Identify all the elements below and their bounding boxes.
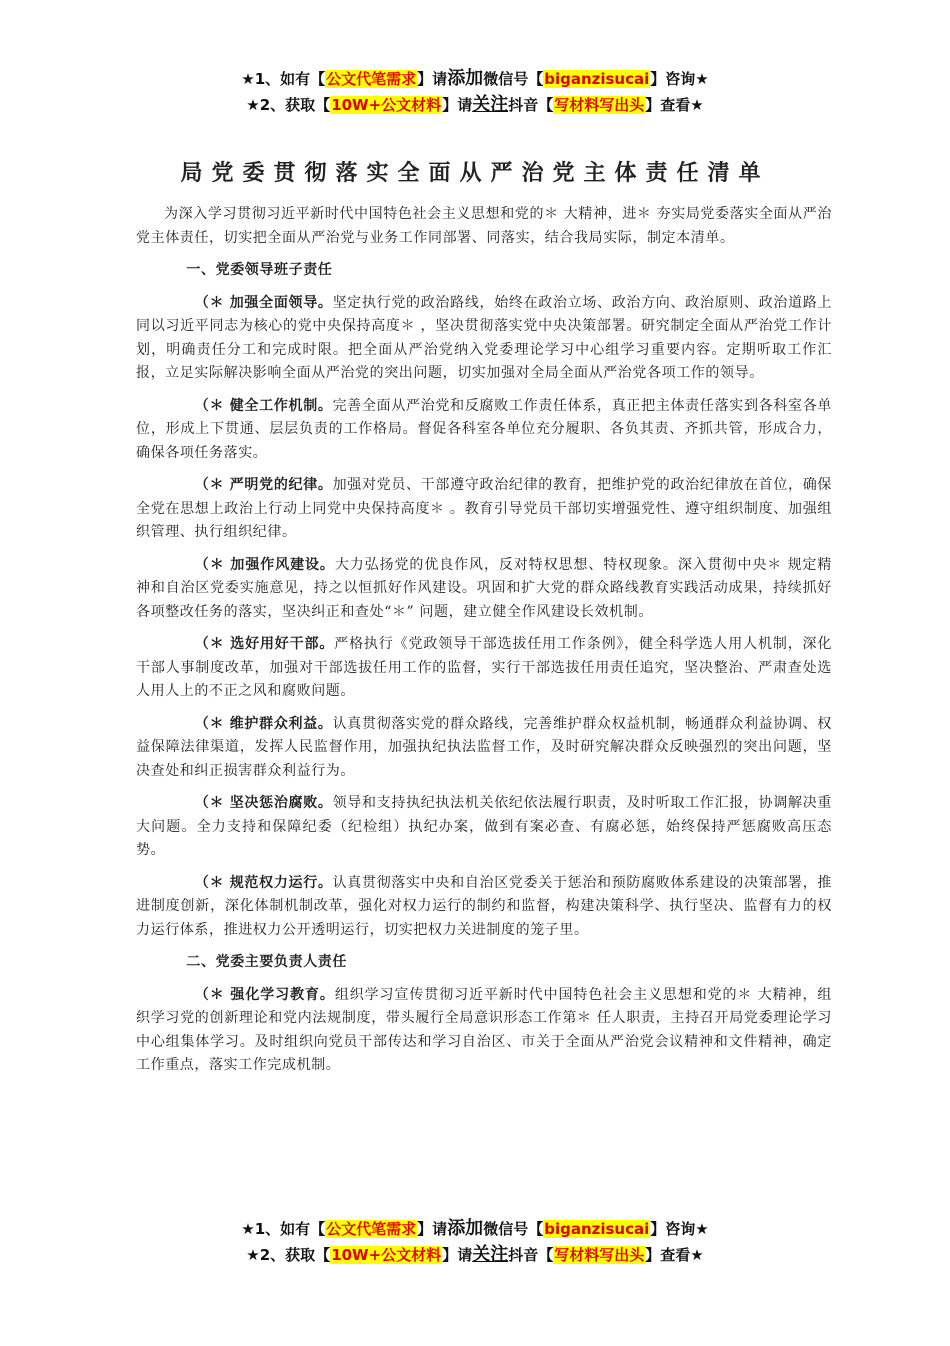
promo-emphasis: 添加 xyxy=(447,1218,484,1239)
promo-text: 微信号【 xyxy=(483,1220,544,1238)
list-item xyxy=(136,292,832,386)
item-text: 领导和支持执纪执法机关依纪依法履行职责，及时听取工作汇报，协调解决重大问题。全力支持和保障纪委（纪检组）执纪办案，做到有案必查、有腐必惩，始终保持严惩腐败高压态势。 xyxy=(136,795,833,858)
list-item xyxy=(136,554,832,625)
promo-text: ★1、如有【 xyxy=(241,1220,326,1238)
promo-text: 】请 xyxy=(442,1246,473,1264)
wechat-id-highlight: biganzisucai xyxy=(544,70,650,88)
promo-text: 】查看★ xyxy=(645,1246,704,1264)
item-lead: （＊ 加强全面领导。 xyxy=(194,294,333,311)
item-text: 严格执行《党政领导干部选拔任用工作条例》，健全科学选人用人机制，深化干部人事制度改革，加强对干部选拔任用工作的监督，实行干部选拔任用责任追究，坚决整治、严肃查处选人用人上的不正之风和腐败问题。 xyxy=(136,636,832,699)
promo-text: 】咨询★ xyxy=(650,1220,709,1238)
section-heading-2: 二、党委主要负责人责任 xyxy=(186,954,347,970)
promo-line-1 xyxy=(0,1216,950,1242)
promo-emphasis: 关注 xyxy=(472,94,509,115)
list-item xyxy=(136,633,832,704)
intro-paragraph: 为深入学习贯彻习近平新时代中国特色社会主义思想和党的＊ 大精神，进＊ 夯实局党委落实全面从严治党主体责任，切实把全面从严治党与业务工作同部署、同落实，结合我局实际，制定本清单。 xyxy=(136,206,832,246)
promo-text: 抖音【 xyxy=(508,1246,554,1264)
promo-text: 】请 xyxy=(417,70,448,88)
item-text: 认真贯彻落实党的群众路线，完善维护群众权益机制，畅通群众利益协调、权益保障法律渠道，发挥人民监督作用，加强执纪执法监督工作，及时研究解决群众反映强烈的突出问题，坚决查处和纠正损害群众利益行为。 xyxy=(136,715,833,779)
promo-banner-top xyxy=(0,66,950,118)
promo-text: ★2、获取【 xyxy=(246,96,331,114)
douyin-id-highlight: 写材料写出头 xyxy=(554,96,645,114)
promo-text: 微信号【 xyxy=(483,70,544,88)
promo-text: 】查看★ xyxy=(645,96,704,114)
promo-text: ★2、获取【 xyxy=(246,1246,331,1264)
douyin-id-highlight: 写材料写出头 xyxy=(554,1246,645,1264)
promo-line-2 xyxy=(0,1242,950,1268)
promo-text: 】请 xyxy=(417,1220,448,1238)
item-text: 大力弘扬党的优良作风，反对特权思想、特权现象。深入贯彻中央＊ 规定精神和自治区党委实施意见，持之以恒抓好作风建设。巩固和扩大党的群众路线教育实践活动成果，持续抓好各项整改任务的落实，坚决纠正和查处“＊” 问题，建立健全作风建设长效机制。 xyxy=(136,556,832,620)
item-lead: （＊ 加强作风建设。 xyxy=(194,556,335,573)
document-title: 局党委贯彻落实全面从严治党主体责任清单 xyxy=(180,161,770,186)
promo-highlight: 10W+公文材料 xyxy=(331,96,442,114)
item-lead: （＊ 坚决惩治腐败。 xyxy=(194,795,333,811)
item-text: 完善全面从严治党和反腐败工作责任体系，真正把主体责任落实到各科室各单位，形成上下贯通、层层负责的工作格局。督促各科室各单位充分履职、各负其责、齐抓共管，形成合力，确保各项任务落实。 xyxy=(136,397,833,461)
item-lead: （＊ 强化学习教育。 xyxy=(194,986,335,1003)
list-item xyxy=(136,713,832,784)
promo-line-1 xyxy=(0,66,950,92)
section-heading-1: 一、党委领导班子责任 xyxy=(186,262,333,278)
promo-text: 】咨询★ xyxy=(650,70,709,88)
item-lead: （＊ 选好用好干部。 xyxy=(194,636,335,652)
list-item xyxy=(136,474,832,545)
list-item xyxy=(136,792,832,863)
item-lead: （＊ 维护群众利益。 xyxy=(194,715,333,732)
list-item xyxy=(136,395,832,466)
list-item xyxy=(136,984,832,1078)
item-text: 坚定执行党的政治路线，始终在政治立场、政治方向、政治原则、政治道路上同以习近平同志为核心的党中央保持高度＊ ，坚决贯彻落实党中央决策部署。研究制定全面从严治党工作计划，明确责任分工和完成时限。把全面从严治党纳入党委理论学习中心组学习重要内容。定期听取工作汇报，立足实际解决影响全面从严治党的突出问题，切实加强对全局全面从严治党各项工作的领导。 xyxy=(136,294,833,381)
promo-line-2 xyxy=(0,92,950,118)
item-text: 认真贯彻落实中央和自治区党委关于惩治和预防腐败体系建设的决策部署，推进制度创新，深化体制机制改革，强化对权力运行的制约和监督，构建决策科学、执行坚决、监督有力的权力运行体系，推进权力公开透明运行，切实把权力关进制度的笼子里。 xyxy=(136,874,833,938)
wechat-id-highlight: biganzisucai xyxy=(544,1220,650,1238)
item-lead: （＊ 规范权力运行。 xyxy=(194,874,333,891)
promo-emphasis: 关注 xyxy=(472,1244,509,1265)
document-body xyxy=(136,203,832,1087)
item-text: 加强对党员、干部遵守政治纪律的教育，把维护党的政治纪律放在首位，确保全党在思想上政治上行动上同党中央保持高度＊ 。教育引导党员干部切实增强党性、遵守组织制度、加强组织管理、执行组织纪律。 xyxy=(136,477,833,540)
promo-text: 】请 xyxy=(442,96,473,114)
promo-highlight: 公文代笔需求 xyxy=(326,70,417,88)
item-text: 组织学习宣传贯彻习近平新时代中国特色社会主义思想和党的＊ 大精神，组织学习党的创新理论和党内法规制度，带头履行全局意识形态工作第＊ 任人职责，主持召开局党委理论学习中心组集体学习。及时组织向党员干部传达和学习自治区、市关于全面从严治党会议精神和文件精神，确定工作重点，落实工作完成机制。 xyxy=(136,986,832,1073)
item-lead: （＊ 严明党的纪律。 xyxy=(194,477,333,493)
promo-highlight: 10W+公文材料 xyxy=(331,1246,442,1264)
promo-text: 抖音【 xyxy=(508,96,554,114)
item-lead: （＊ 健全工作机制。 xyxy=(194,397,333,414)
promo-text: ★1、如有【 xyxy=(241,70,326,88)
promo-banner-bottom xyxy=(0,1216,950,1268)
list-item xyxy=(136,872,832,943)
promo-emphasis: 添加 xyxy=(447,68,484,89)
promo-highlight: 公文代笔需求 xyxy=(326,1220,417,1238)
